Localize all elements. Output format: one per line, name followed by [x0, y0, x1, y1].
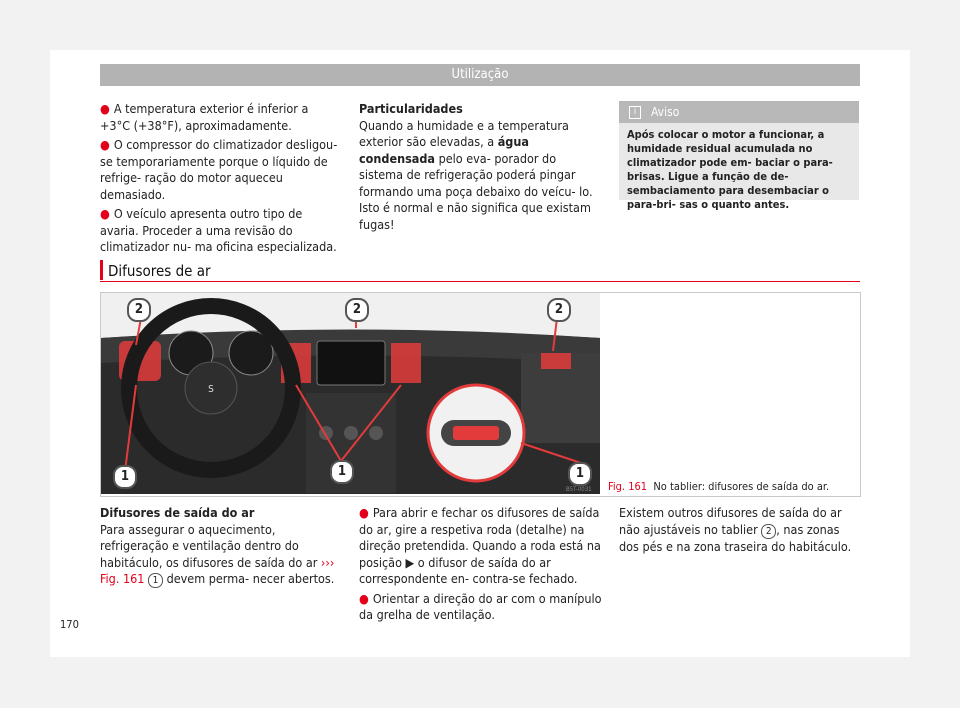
other-vents-text: Existem outros difusores de saída do ar não ajustáveis no tablier 2 , nas zonas dos pés e na zona traseira do habitáculo. [619, 505, 852, 554]
particularidades-heading: Particularidades [359, 101, 463, 116]
svg-text:S: S [208, 384, 214, 395]
particularidades-text: Quando a humidade e a temperatura exterior são elevadas, a água condensada pelo eva- porador do sistema de refrigeração poderá pingar formando uma poça debaixo do veícu- lo. Isto é normal e não significa que existam fugas! [359, 117, 593, 232]
info-icon: i [629, 106, 641, 119]
callout-label: 2 [547, 298, 571, 322]
callout-label: 1 [113, 465, 137, 489]
bullet-icon: ● [100, 137, 110, 152]
section-title: Difusores de ar [108, 262, 211, 280]
instructions-list [359, 505, 604, 627]
callout-label: 1 [568, 462, 592, 486]
callout-number: 2 [761, 524, 776, 539]
callout-label: 2 [345, 298, 369, 322]
warning-header [619, 101, 859, 123]
section-divider [100, 281, 860, 282]
warning-text: Após colocar o motor a funcionar, a humidade residual acumulada no climatizador pode em- baciar o para-brisas. Ligue a função de de- sembaciamento para desembaciar o para-bri- sas o quanto antes. [627, 128, 833, 211]
page-number: 170 [60, 618, 79, 631]
bullet-icon: ● [359, 505, 369, 520]
section-marker [100, 260, 103, 280]
bullet-icon: ● [359, 590, 369, 606]
list-item: ● Para abrir e fechar os difusores de saída do ar, gire a respetiva roda (detalhe) na direção pretendida. Quando a roda está na posição ▶ o difusor de saída do ar correspondente en- contra-se fechado. [359, 505, 601, 586]
bullet-icon: ● [100, 101, 110, 116]
list-item: ● Orientar a direção do ar com o manípulo da grelha de ventilação. [359, 590, 602, 622]
page-header: Utilização [100, 64, 860, 86]
figure-code: B5T-0031 [566, 486, 592, 493]
callout-label: 1 [330, 460, 354, 484]
difusores-text: Para assegurar o aquecimento, refrigeração e ventilação dentro do habitáculo, os difusores de saída do ar ››› Fig. 161 1 devem perma- necer abertos. [100, 521, 335, 586]
difusores-block [100, 505, 345, 588]
list-item: ● A temperatura exterior é inferior a +3°C (+38°F), aproximadamente. [100, 101, 309, 133]
figure-reference-link[interactable]: ››› Fig. 161 [100, 554, 335, 586]
callout-number: 1 [148, 573, 163, 588]
callout-label: 2 [127, 298, 151, 322]
figure-caption: Fig. 161 No tablier: difusores de saída do ar. [608, 480, 830, 493]
closed-position-icon: ▶ [405, 554, 415, 570]
particularidades-block [359, 101, 601, 233]
list-item: ● O compressor do climatizador desligou-se temporariamente porque o líquido de refrige- ração do motor aqueceu demasiado. [100, 137, 338, 202]
warning-title: Aviso [651, 105, 680, 119]
list-item: ● O veículo apresenta outro tipo de avaria. Proceder a uma revisão do climatizador nu- ma oficina especializada. [100, 206, 337, 254]
bullet-icon: ● [100, 206, 110, 221]
difusores-heading: Difusores de saída do ar [100, 505, 255, 520]
bullet-list [100, 101, 340, 259]
warning-box [619, 101, 859, 211]
